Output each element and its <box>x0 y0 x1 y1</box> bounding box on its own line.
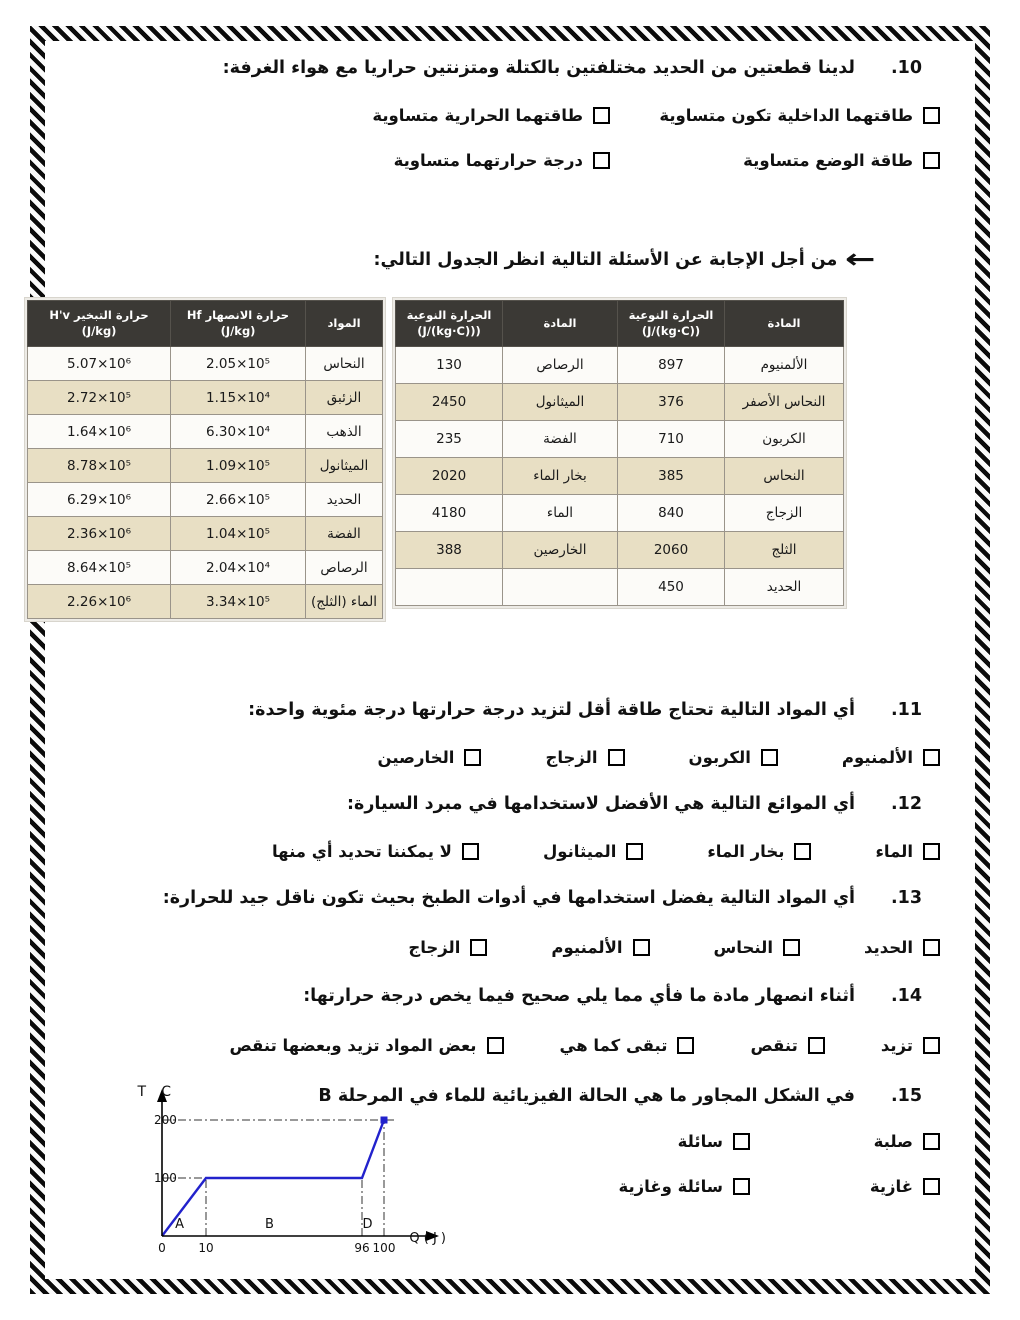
table-cell: الفضة <box>503 421 618 458</box>
answer-checkbox[interactable] <box>761 749 778 766</box>
table-cell: 2.26×10⁶ <box>28 585 171 619</box>
table-cell: الثلج <box>725 532 844 569</box>
table-header-row <box>28 301 383 347</box>
question-10-text: لدينا قطعتين من الحديد مختلفتين بالكتلة ومتزنتين حراريا مع هواء الغرفة: <box>222 58 855 78</box>
table-row <box>396 532 844 569</box>
col-header: الحرارة النوعية (J/(kg·C)) <box>618 301 725 347</box>
latent-heat-table <box>25 298 385 621</box>
answer-checkbox[interactable] <box>464 749 481 766</box>
table-cell: 5.07×10⁶ <box>28 347 171 381</box>
option-label: لا يمكننا تحديد أي منها <box>271 842 452 861</box>
svg-text:96: 96 <box>354 1241 370 1255</box>
answer-option <box>560 1036 695 1055</box>
svg-text:A: A <box>175 1217 185 1232</box>
question-12-number: 12. <box>890 794 922 814</box>
table-cell: 710 <box>618 421 725 458</box>
heating-curve-chart <box>126 1078 506 1268</box>
table-row <box>396 347 844 384</box>
option-label: الألمنيوم <box>841 748 913 767</box>
question-13-number: 13. <box>890 888 922 908</box>
answer-option <box>500 1177 750 1196</box>
option-label: طاقة الوضع متساوية <box>743 151 913 170</box>
option-label: الكربون <box>688 748 751 767</box>
table-cell: 1.64×10⁶ <box>28 415 171 449</box>
option-label: صلبة <box>873 1132 913 1151</box>
option-label: الماء <box>875 842 913 861</box>
table-cell: النحاس الأصفر <box>725 384 844 421</box>
table-cell: النحاس <box>725 458 844 495</box>
table-cell: الميثانول <box>306 449 383 483</box>
table-cell: الزئبق <box>306 381 383 415</box>
answer-option <box>750 1177 940 1196</box>
answer-option <box>272 842 479 861</box>
question-12-options <box>272 842 940 861</box>
question-14-text: أثناء انصهار مادة ما فأي مما يلي صحيح فيما يخص درجة حرارتها: <box>303 986 855 1006</box>
question-11-options <box>377 748 940 767</box>
table-cell: 1.04×10⁵ <box>171 517 306 551</box>
option-label: غازية <box>869 1177 913 1196</box>
answer-option <box>707 842 811 861</box>
svg-text:0: 0 <box>158 1241 166 1255</box>
table-cell: 6.29×10⁶ <box>28 483 171 517</box>
table-cell: 840 <box>618 495 725 532</box>
question-15-text: في الشكل المجاور ما هي الحالة الفيزيائية للماء في المرحلة B <box>318 1086 855 1106</box>
table-cell <box>503 569 618 606</box>
table-cell: 6.30×10⁴ <box>171 415 306 449</box>
answer-option <box>864 938 940 957</box>
answer-option <box>330 106 610 125</box>
option-label: طاقتهما الحرارية متساوية <box>372 106 583 125</box>
table-row <box>28 415 383 449</box>
table-row <box>28 585 383 619</box>
table-cell: 2.04×10⁴ <box>171 551 306 585</box>
table-cell: الألمنيوم <box>725 347 844 384</box>
question-10-number: 10. <box>890 58 922 78</box>
table-cell: الميثانول <box>503 384 618 421</box>
answer-option <box>543 842 643 861</box>
svg-text:C: C <box>161 1084 171 1100</box>
table-cell: 8.64×10⁵ <box>28 551 171 585</box>
answer-option <box>610 106 940 125</box>
table-row <box>28 347 383 381</box>
table-cell: الزجاج <box>725 495 844 532</box>
answer-checkbox[interactable] <box>470 939 487 956</box>
answer-option <box>408 938 487 957</box>
question-13-options <box>408 938 940 957</box>
question-11 <box>248 700 922 720</box>
answer-option <box>750 1132 940 1151</box>
heating-curve-figure <box>126 1078 506 1272</box>
table-cell: 2.36×10⁶ <box>28 517 171 551</box>
table-cell: 3.34×10⁵ <box>171 585 306 619</box>
table-cell: 1.15×10⁴ <box>171 381 306 415</box>
svg-text:B: B <box>265 1217 274 1232</box>
answer-option <box>500 1132 750 1151</box>
table-cell: الحديد <box>725 569 844 606</box>
table-cell: الحديد <box>306 483 383 517</box>
table-header-row <box>396 301 844 347</box>
option-label: الزجاج <box>408 938 461 957</box>
question-10 <box>223 58 922 78</box>
table-cell: الماء (الثلج) <box>306 585 383 619</box>
option-label: درجة حرارتهما متساوية <box>393 151 583 170</box>
answer-option <box>750 1036 824 1055</box>
answer-checkbox[interactable] <box>608 749 625 766</box>
answer-checkbox[interactable] <box>923 749 940 766</box>
instruction-note <box>373 244 876 275</box>
answer-checkbox[interactable] <box>633 939 650 956</box>
answer-checkbox[interactable] <box>626 843 643 860</box>
option-label: الخارصين <box>377 748 455 767</box>
table-cell: الخارصين <box>503 532 618 569</box>
answer-checkbox[interactable] <box>487 1037 504 1054</box>
question-14-number: 14. <box>890 986 922 1006</box>
question-11-text: أي المواد التالية تحتاج طاقة أقل لتزيد درجة حرارتها درجة مئوية واحدة: <box>248 700 855 720</box>
answer-checkbox[interactable] <box>593 107 610 124</box>
table-cell: بخار الماء <box>503 458 618 495</box>
table-cell: 130 <box>396 347 503 384</box>
table-cell: 2.66×10⁵ <box>171 483 306 517</box>
table-cell: 1.09×10⁵ <box>171 449 306 483</box>
table-cell: 450 <box>618 569 725 606</box>
option-label: تزيد <box>880 1036 913 1055</box>
table-cell <box>396 569 503 606</box>
col-header: حرارة التبخير H'v (J/kg) <box>28 301 171 347</box>
table-row <box>28 517 383 551</box>
answer-option <box>551 938 649 957</box>
answer-checkbox[interactable] <box>783 939 800 956</box>
col-header: حرارة الانصهار Hf (J/kg) <box>171 301 306 347</box>
col-header: المادة <box>725 301 844 347</box>
specific-heat-table <box>393 298 846 608</box>
svg-text:T: T <box>137 1084 146 1100</box>
svg-text:200: 200 <box>154 1113 177 1127</box>
question-15-options <box>500 1132 940 1196</box>
answer-option <box>881 1036 940 1055</box>
answer-checkbox[interactable] <box>923 1178 940 1195</box>
option-label: سائلة وغازية <box>618 1177 723 1196</box>
table-cell: 388 <box>396 532 503 569</box>
question-14-options <box>230 1036 941 1055</box>
table-cell: الكربون <box>725 421 844 458</box>
table-row <box>396 458 844 495</box>
answer-option <box>842 748 940 767</box>
table-row <box>396 569 844 606</box>
answer-option <box>230 1036 504 1055</box>
reference-tables <box>49 298 846 621</box>
svg-text:D: D <box>362 1217 373 1232</box>
question-12 <box>347 794 922 814</box>
answer-option <box>377 748 481 767</box>
option-label: تنقص <box>750 1036 798 1055</box>
table-cell: الرصاص <box>503 347 618 384</box>
option-label: الميثانول <box>542 842 617 861</box>
option-label: سائلة <box>677 1132 723 1151</box>
svg-text:Q ( J ): Q ( J ) <box>409 1231 446 1246</box>
svg-text:10: 10 <box>198 1241 214 1255</box>
question-13-text: أي المواد التالية يفضل استخدامها في أدوات الطبخ بحيث تكون ناقل جيد للحرارة: <box>162 888 855 908</box>
table-row <box>28 381 383 415</box>
answer-checkbox[interactable] <box>923 1133 940 1150</box>
option-label: النحاس <box>713 938 773 957</box>
table-row <box>396 495 844 532</box>
answer-checkbox[interactable] <box>462 843 479 860</box>
svg-text:100: 100 <box>372 1241 396 1255</box>
answer-checkbox[interactable] <box>923 843 940 860</box>
answer-checkbox[interactable] <box>923 1037 940 1054</box>
answer-checkbox[interactable] <box>923 107 940 124</box>
col-header: المادة <box>503 301 618 347</box>
table-cell: 4180 <box>396 495 503 532</box>
answer-checkbox[interactable] <box>923 152 940 169</box>
table-cell: 376 <box>618 384 725 421</box>
question-11-number: 11. <box>890 700 922 720</box>
table-cell: النحاس <box>306 347 383 381</box>
answer-checkbox[interactable] <box>677 1037 694 1054</box>
question-10-options <box>330 106 940 170</box>
option-label: تبقى كما هي <box>559 1036 668 1055</box>
table-cell: الفضة <box>306 517 383 551</box>
answer-option <box>330 151 610 170</box>
table-cell: 2.05×10⁵ <box>171 347 306 381</box>
option-label: الحديد <box>863 938 913 957</box>
answer-checkbox[interactable] <box>733 1178 750 1195</box>
answer-checkbox[interactable] <box>923 939 940 956</box>
table-cell: 8.78×10⁵ <box>28 449 171 483</box>
answer-option <box>714 938 800 957</box>
question-14 <box>303 986 922 1006</box>
table-cell: 2060 <box>618 532 725 569</box>
question-15-number: 15. <box>890 1086 922 1106</box>
table-cell: 2020 <box>396 458 503 495</box>
table-cell: 385 <box>618 458 725 495</box>
table-row <box>28 551 383 585</box>
answer-option <box>545 748 624 767</box>
table-row <box>396 421 844 458</box>
answer-option <box>689 748 778 767</box>
table-cell: 897 <box>618 347 725 384</box>
answer-checkbox[interactable] <box>733 1133 750 1150</box>
table-cell: 235 <box>396 421 503 458</box>
note-text: من أجل الإجابة عن الأسئلة التالية انظر الجدول التالي: <box>373 249 838 270</box>
table-cell: 2450 <box>396 384 503 421</box>
col-header: الحرارة النوعية ((J/(kg·C)) <box>396 301 503 347</box>
answer-option <box>875 842 940 861</box>
table-cell: الماء <box>503 495 618 532</box>
question-13 <box>163 888 922 908</box>
answer-option <box>610 151 940 170</box>
table-row <box>396 384 844 421</box>
answer-checkbox[interactable] <box>593 152 610 169</box>
left-arrow-icon: ← <box>845 244 876 275</box>
table-row <box>28 449 383 483</box>
option-label: بخار الماء <box>707 842 785 861</box>
option-label: الألمنيوم <box>551 938 623 957</box>
table-row <box>28 483 383 517</box>
answer-checkbox[interactable] <box>794 843 811 860</box>
option-label: طاقتهما الداخلية تكون متساوية <box>659 106 913 125</box>
table-cell: الذهب <box>306 415 383 449</box>
question-12-text: أي الموائع التالية هي الأفضل لاستخدامها في مبرد السيارة: <box>347 794 855 814</box>
option-label: الزجاج <box>545 748 598 767</box>
answer-checkbox[interactable] <box>808 1037 825 1054</box>
option-label: بعض المواد تزيد وبعضها تنقص <box>229 1036 477 1055</box>
table-cell: الرصاص <box>306 551 383 585</box>
svg-text:100: 100 <box>154 1171 177 1185</box>
table-cell: 2.72×10⁵ <box>28 381 171 415</box>
col-header: المواد <box>306 301 383 347</box>
